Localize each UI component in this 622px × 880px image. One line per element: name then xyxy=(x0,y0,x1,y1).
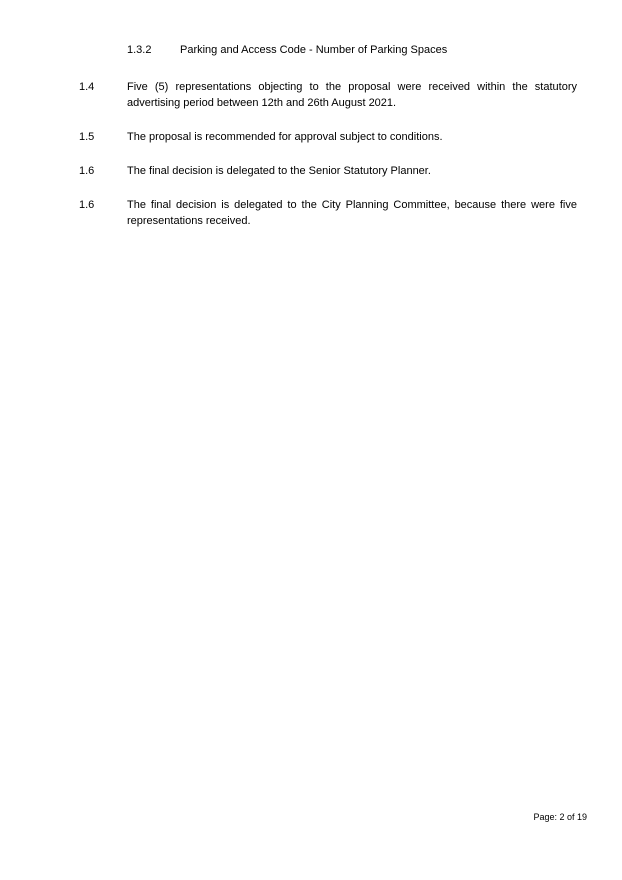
paragraph-1-4 xyxy=(79,79,577,111)
paragraph-1-5 xyxy=(79,129,577,145)
paragraph-text: The final decision is delegated to the Senior Statutory Planner. xyxy=(127,165,431,177)
heading-text: Parking and Access Code - Number of Parking Spaces xyxy=(180,44,448,56)
document-body xyxy=(79,42,577,247)
paragraph-number: 1.4 xyxy=(79,81,95,93)
heading-number: 1.3.2 xyxy=(127,44,152,56)
paragraph-text: The proposal is recommended for approval subject to conditions. xyxy=(127,131,443,143)
section-heading xyxy=(127,42,577,58)
paragraph-1-6-a xyxy=(79,163,577,179)
paragraph-number: 1.6 xyxy=(79,199,95,211)
page-number-label: Page: 2 of 19 xyxy=(533,812,587,822)
page-footer xyxy=(533,812,587,823)
paragraph-text: The final decision is delegated to the City Planning Committee, because there were five representations received. xyxy=(127,199,577,227)
paragraph-text: Five (5) representations objecting to the proposal were received within the statutory advertising period between 12th and 26th August 2021. xyxy=(127,81,577,109)
paragraph-number: 1.6 xyxy=(79,165,95,177)
paragraph-number: 1.5 xyxy=(79,131,95,143)
paragraph-1-6-b xyxy=(79,197,577,229)
